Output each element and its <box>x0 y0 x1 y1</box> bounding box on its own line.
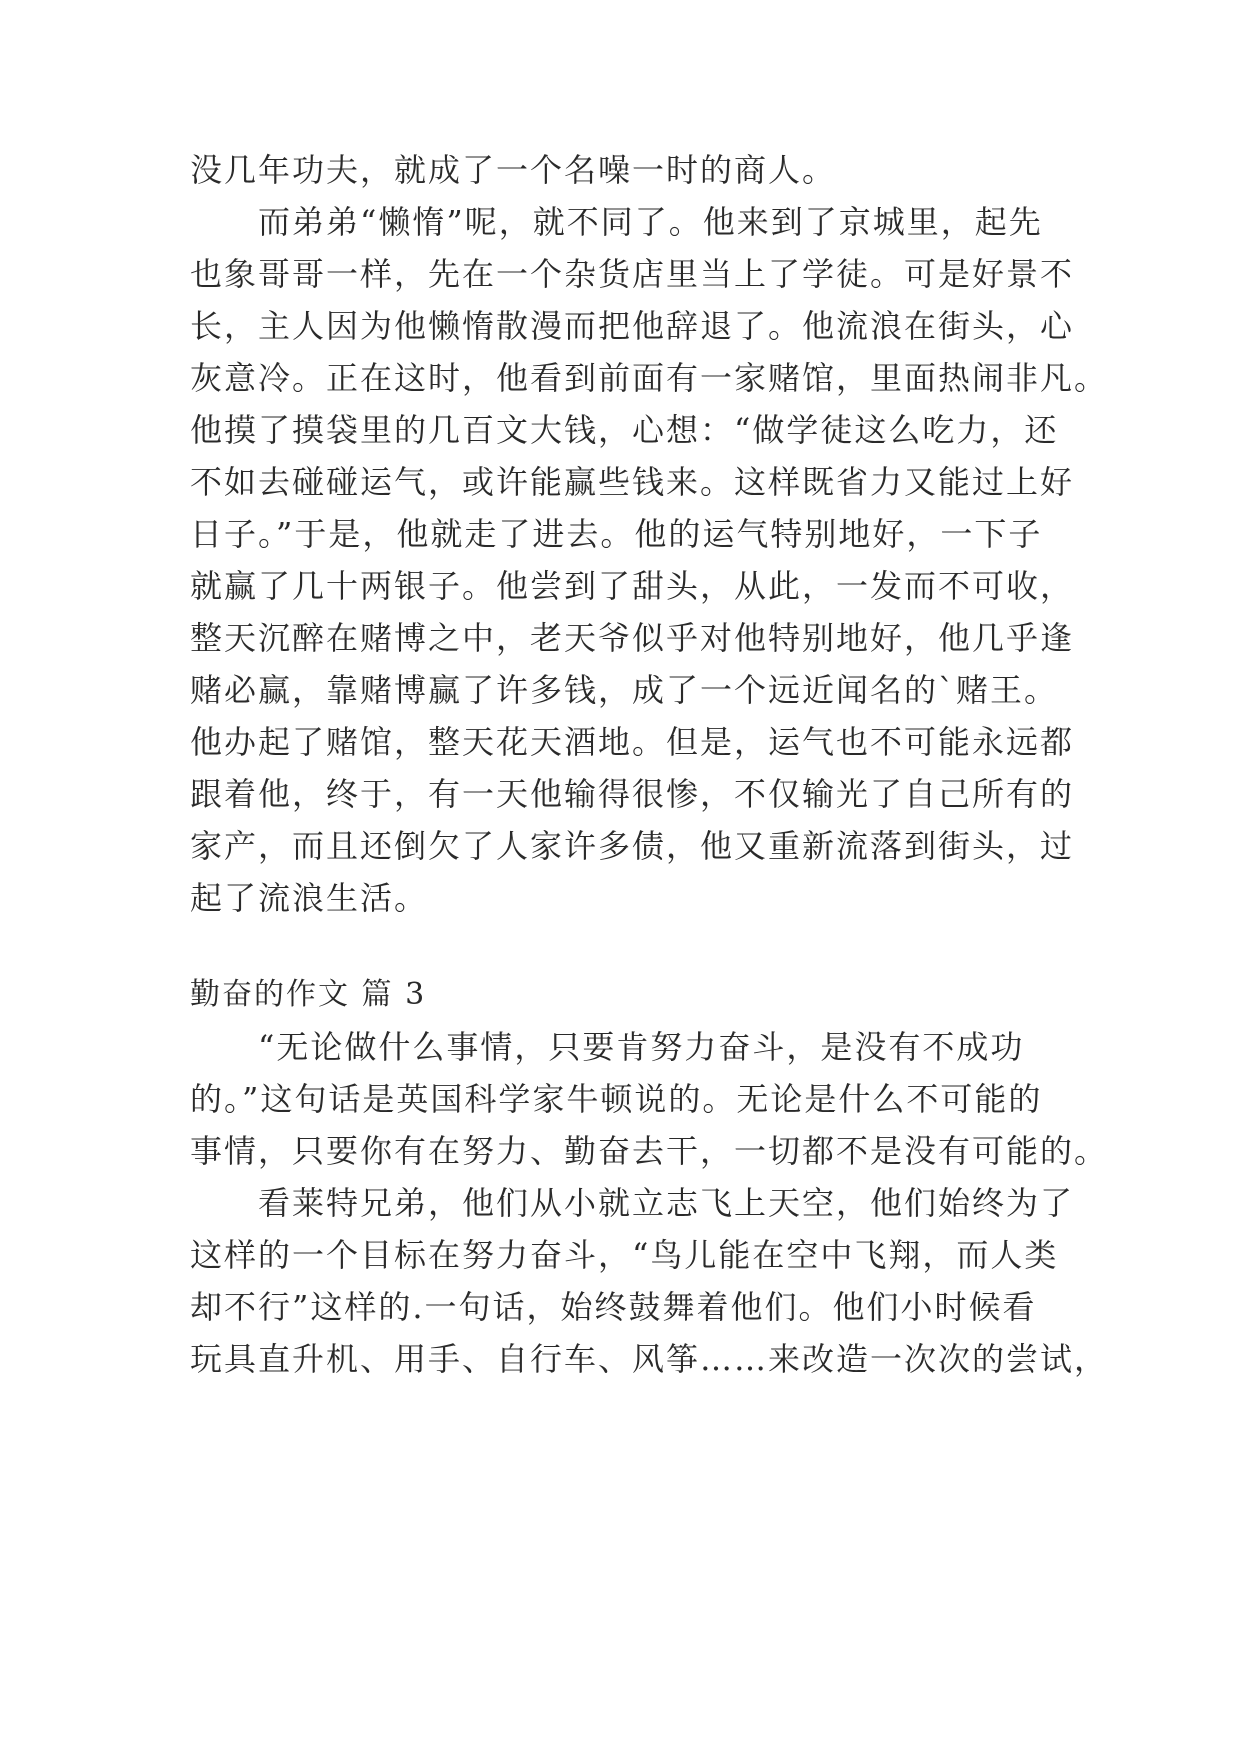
paragraph-line: 他办起了赌馆，整天花天酒地。但是，运气也不可能永远都 <box>190 723 1075 761</box>
paragraph-line: 也象哥哥一样，先在一个杂货店里当上了学徒。可是好景不 <box>190 255 1075 293</box>
paragraph-line: 长，主人因为他懒惰散漫而把他辞退了。他流浪在街头，心 <box>190 307 1075 345</box>
paragraph-line: 赌必赢，靠赌博赢了许多钱，成了一个远近闻名的`赌王。 <box>190 671 1059 709</box>
paragraph-line: 他摸了摸袋里的几百文大钱，心想：“做学徒这么吃力，还 <box>190 411 1059 449</box>
paragraph-line: 这样的一个目标在努力奋斗，“鸟儿能在空中飞翔，而人类 <box>190 1236 1059 1274</box>
paragraph-line: 灰意冷。正在这时，他看到前面有一家赌馆，里面热闹非凡。 <box>190 359 1109 397</box>
paragraph-line: 家产，而且还倒欠了人家许多债，他又重新流落到街头，过 <box>190 827 1075 865</box>
paragraph-line: 没几年功夫，就成了一个名噪一时的商人。 <box>190 151 837 189</box>
paragraph-line: 而弟弟“懒惰”呢，就不同了。他来到了京城里，起先 <box>190 203 1043 241</box>
paragraph-line: 事情，只要你有在努力、勤奋去干，一切都不是没有可能的。 <box>190 1132 1109 1170</box>
paragraph-line: 玩具直升机、用手、自行车、风筝……来改造一次次的尝试， <box>190 1340 1109 1378</box>
paragraph-line: 起了流浪生活。 <box>190 879 429 917</box>
paragraph-line: 看莱特兄弟，他们从小就立志飞上天空，他们始终为了 <box>190 1184 1075 1222</box>
paragraph-line: 整天沉醉在赌博之中，老天爷似乎对他特别地好，他几乎逢 <box>190 619 1075 657</box>
paragraph-line: 跟着他，终于，有一天他输得很惨，不仅输光了自己所有的 <box>190 775 1075 813</box>
paragraph-line: 不如去碰碰运气，或许能赢些钱来。这样既省力又能过上好 <box>190 463 1075 501</box>
paragraph-line: 却不行”这样的.一句话，始终鼓舞着他们。他们小时候看 <box>190 1288 1037 1326</box>
paragraph-line: 日子。”于是，他就走了进去。他的运气特别地好，一下子 <box>190 515 1043 553</box>
paragraph-line: “无论做什么事情，只要肯努力奋斗，是没有不成功 <box>190 1028 1025 1066</box>
paragraph-line: 的。”这句话是英国科学家牛顿说的。无论是什么不可能的 <box>190 1080 1043 1118</box>
section-heading: 勤奋的作文 篇 3 <box>190 977 427 1012</box>
paragraph-line: 就赢了几十两银子。他尝到了甜头，从此，一发而不可收， <box>190 567 1075 605</box>
